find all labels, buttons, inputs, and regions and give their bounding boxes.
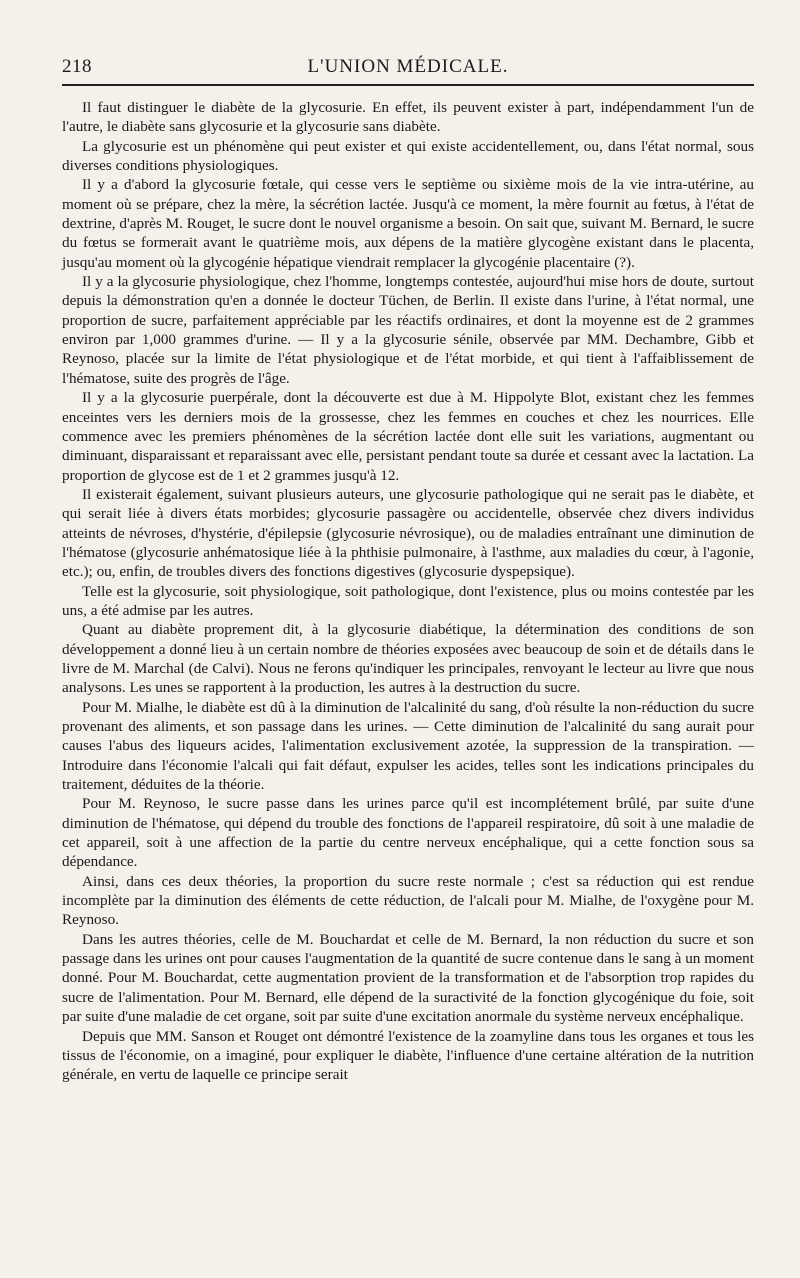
paragraph: Pour M. Mialhe, le diabète est dû à la diminution de l'alcalinité du sang, d'où résulte la non-réduction du sucre provenant des aliments, et son passage dans les urines. — Cette diminution de l'alcalinité du sang aurait pour causes l'abus des liqueurs acides, l'alimentation exclusivement azotée, la suppression de la transpiration. — Introduire dans l'économie l'alcali qui fait défaut, expulser les acides, telles sont les indications principales du traitement, déduites de la théorie. [62,698,754,794]
paragraph: Il faut distinguer le diabète de la glycosurie. En effet, ils peuvent exister à part, indépendamment l'un de l'autre, le diabète sans glycosurie et la glycosurie sans diabète. [62,99,754,136]
paragraph: Il y a d'abord la glycosurie fœtale, qui cesse vers le septième ou sixième mois de la vie intra-utérine, au moment où se prépare, chez la mère, la sécrétion lactée. Jusqu'à ce moment, la mère fournit au fœtus, à l'état de dextrine, d'après M. Rouget, le sucre dont le nouvel organisme a besoin. On sait que, suivant M. Bernard, le sucre du fœtus se formerait avant le quatrième mois, aux dépens de la matière glycogène existant dans le placenta, jusqu'au moment où la glycogénie hépatique viendrait remplacer la glycogénie placentaire (?). [62,176,754,271]
paragraph: Telle est la glycosurie, soit physiologique, soit pathologique, dont l'existence, plus ou moins contestée par les uns, a été admise par les autres. [62,582,754,619]
paragraph: Il y a la glycosurie physiologique, chez l'homme, longtemps contestée, aujourd'hui mise hors de doute, surtout depuis la démonstration qu'en a donnée le docteur Tüchen, de Berlin. Il existe dans l'urine, à l'état normal, une proportion de sucre, parfaitement appréciable par les réactifs ordinaires, et dont la moyenne est de 2 grammes environ par 1,000 grammes d'urine. — Il y a la glycosurie sénile, observée par MM. Dechambre, Gibb et Reynoso, placée sur la limite de l'état physiologique et de l'état morbide, et qui tient à l'affaiblissement de l'hématose, suite des progrès de l'âge. [62,273,754,387]
paragraph: Il y a la glycosurie puerpérale, dont la découverte est due à M. Hippolyte Blot, existant chez les femmes enceintes vers les derniers mois de la grossesse, chez les femmes en couches et chez les nourrices. Elle commence avec les premiers phénomènes de la sécrétion lactée dont elle suit les variations, augmentant ou diminuant, disparaissant et reparaissant avec elle, persistant pendant toute sa durée et cessant avec la lactation. La proportion de glycose est de 1 et 2 grammes jusqu'à 12. [62,389,754,484]
journal-title: L'UNION MÉDICALE. [307,56,509,77]
running-header [62,54,754,86]
article-body [62,98,754,1085]
paragraph: Quant au diabète proprement dit, à la glycosurie diabétique, la détermination des conditions de son développement a donné lieu à un certain nombre de théories exposées avec beaucoup de soin et de détails dans le livre de M. Marchal (de Calvi). Nous ne ferons qu'indiquer les principales, renvoyant le lecteur au livre que nous analysons. Les unes se rapportent à la production, les autres à la destruction du sucre. [62,621,754,697]
page-number: 218 [62,56,92,77]
paragraph: Dans les autres théories, celle de M. Bouchardat et celle de M. Bernard, la non réduction du sucre et son passage dans les urines ont pour causes l'augmentation de la quantité de sucre contenue dans le sang à un moment donné. Pour M. Bouchardat, cette augmentation provient de la transformation et de l'absorption trop rapides du sucre de l'alimentation. Pour M. Bernard, elle dépend de la suractivité de la fonction glycogénique du foie, soit par suite d'une maladie de cet organe, soit par suite d'une excitation anormale du système nerveux encéphalique. [62,930,754,1026]
paragraph: Depuis que MM. Sanson et Rouget ont démontré l'existence de la zoamyline dans tous les organes et tous les tissus de l'économie, on a imaginé, pour expliquer le diabète, l'influence d'une certaine altération de la nutrition générale, en vertu de laquelle ce principe serait [62,1027,754,1084]
paragraph: Ainsi, dans ces deux théories, la proportion du sucre reste normale ; c'est sa réduction qui est rendue incomplète par la diminution des éléments de cette réduction, de l'alcali pour M. Mialhe, de l'oxygène pour M. Reynoso. [62,872,754,929]
paragraph: La glycosurie est un phénomène qui peut exister et qui existe accidentellement, ou, dans l'état normal, sous diverses conditions physiologiques. [62,137,754,175]
paragraph: Pour M. Reynoso, le sucre passe dans les urines parce qu'il est incomplétement brûlé, par suite d'une diminution de l'hématose, qui dépend du trouble des fonctions de l'appareil respiratoire, dû soit à une maladie de cet appareil, soit à une affection de la partie du centre nerveux encéphalique, qui a cette fonction sous sa dépendance. [62,795,754,871]
paragraph: Il existerait également, suivant plusieurs auteurs, une glycosurie pathologique qui ne serait pas le diabète, et qui serait liée à divers états morbides; glycosurie passagère ou accidentelle, observée chez divers individus atteints de névroses, d'hystérie, d'épilepsie (glycosurie névrosique), ou de maladies entraînant une diminution de l'hématose (glycosurie anhématosique liée à la phthisie pulmonaire, à l'asthme, aux maladies du cœur, à l'agonie, etc.); ou, enfin, de troubles divers des fonctions digestives (glycosurie dyspepsique). [62,485,754,581]
